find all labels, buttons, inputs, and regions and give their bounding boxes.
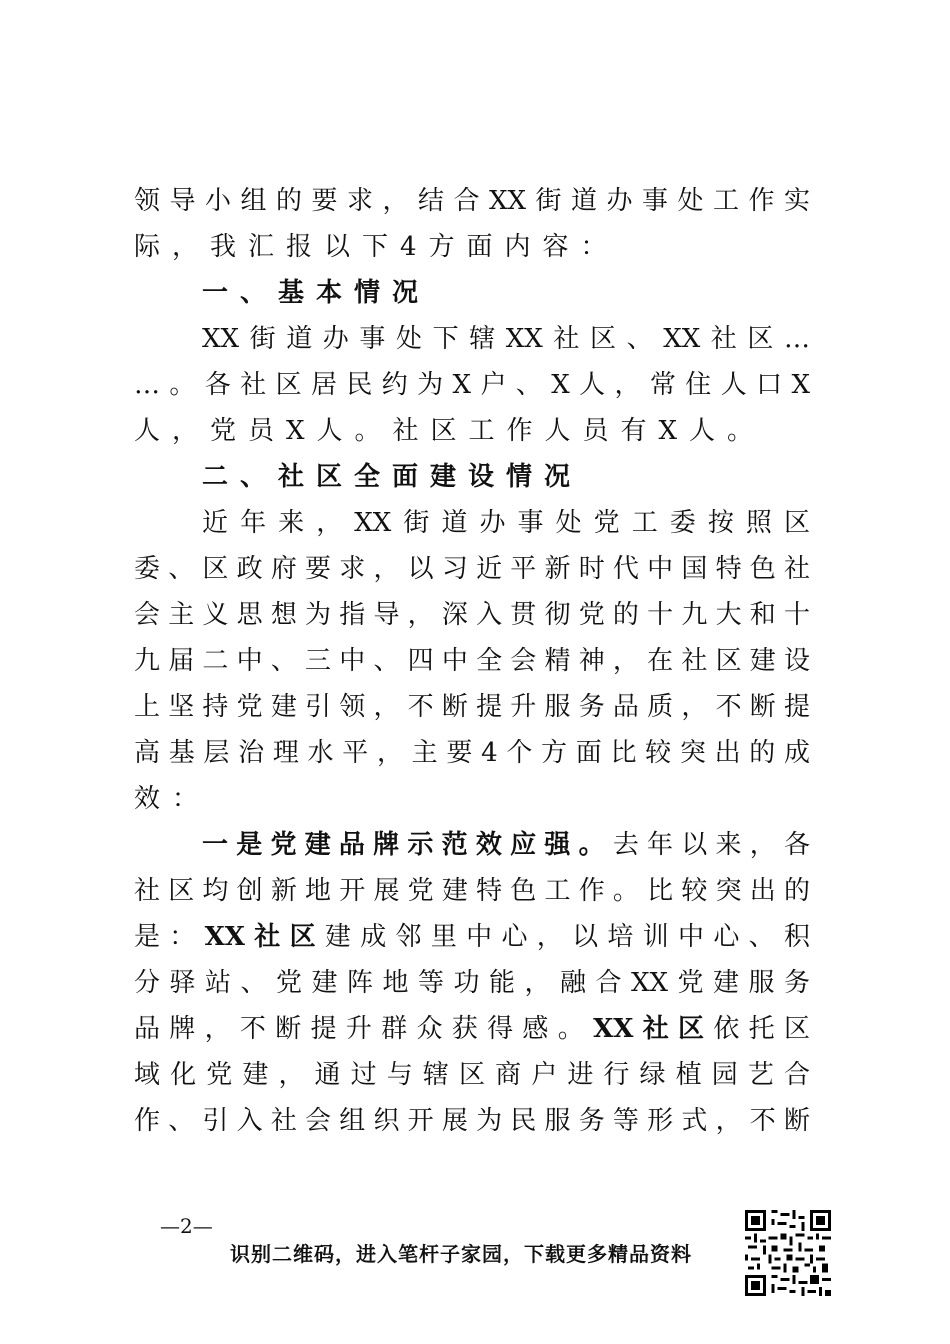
body-line-15 [134, 914, 810, 960]
body-line-5: 人，党员X人。社区工作人员有X人。 [134, 416, 766, 446]
body-line-11: 高基层治理水平，主要4个方面比较突出的成 [134, 738, 810, 768]
lead-rest-text: 去年以来，各 [612, 830, 810, 860]
footer-note: 识别二维码，进入笔杆子家园，下载更多精品资料 [230, 1242, 692, 1266]
section-heading-2: 二、社区全面建设情况 [202, 462, 583, 492]
body-line-10: 上坚持党建引领，不断提升服务品质，不断提 [134, 692, 810, 722]
body-line-19: 作、引入社会组织开展为民服务等形式，不断 [134, 1106, 810, 1136]
line-pre: 品牌，不断提升群众获得感。 [134, 1014, 594, 1044]
body-line-18: 域化党建，通过与辖区商户进行绿植园艺合 [134, 1060, 810, 1090]
body-line-13 [202, 822, 810, 868]
qr-code-icon [745, 1210, 831, 1296]
line-post: 建成邻里中心，以培训中心、积 [324, 922, 810, 952]
body-line-16: 分驿站、党建阵地等功能，融合XX党建服务 [134, 968, 810, 998]
body-line-4: …。各社区居民约为X户、X人，常住人口X [134, 370, 810, 400]
body-line-8: 会主义思想为指导，深入贯彻党的十九大和十 [134, 600, 810, 630]
line-pre: 是： [134, 922, 205, 952]
bold-community: XX社区 [593, 1014, 714, 1044]
section-heading-1: 一、基本情况 [202, 278, 431, 308]
bold-community: XX社区 [204, 922, 325, 952]
line-post: 依托区 [713, 1014, 810, 1044]
body-line-2: 际，我汇报以下4方面内容： [134, 232, 619, 262]
body-line-9: 九届二中、三中、四中全会精神，在社区建设 [134, 646, 810, 676]
body-line-12: 效： [134, 784, 211, 814]
body-line-7: 委、区政府要求，以习近平新时代中国特色社 [134, 554, 810, 584]
body-line-3: XX街道办事处下辖XX社区、XX社区… [202, 324, 810, 354]
body-line-6: 近年来，XX街道办事处党工委按照区 [202, 508, 810, 538]
body-line-1: 领导小组的要求，结合XX街道办事处工作实 [134, 186, 810, 216]
page-number: —2— [160, 1214, 213, 1238]
body-line-17 [134, 1006, 810, 1052]
body-line-14: 社区均创新地开展党建特色工作。比较突出的 [134, 876, 810, 906]
lead-bold-text: 一是党建品牌示范效应强。 [202, 830, 613, 860]
